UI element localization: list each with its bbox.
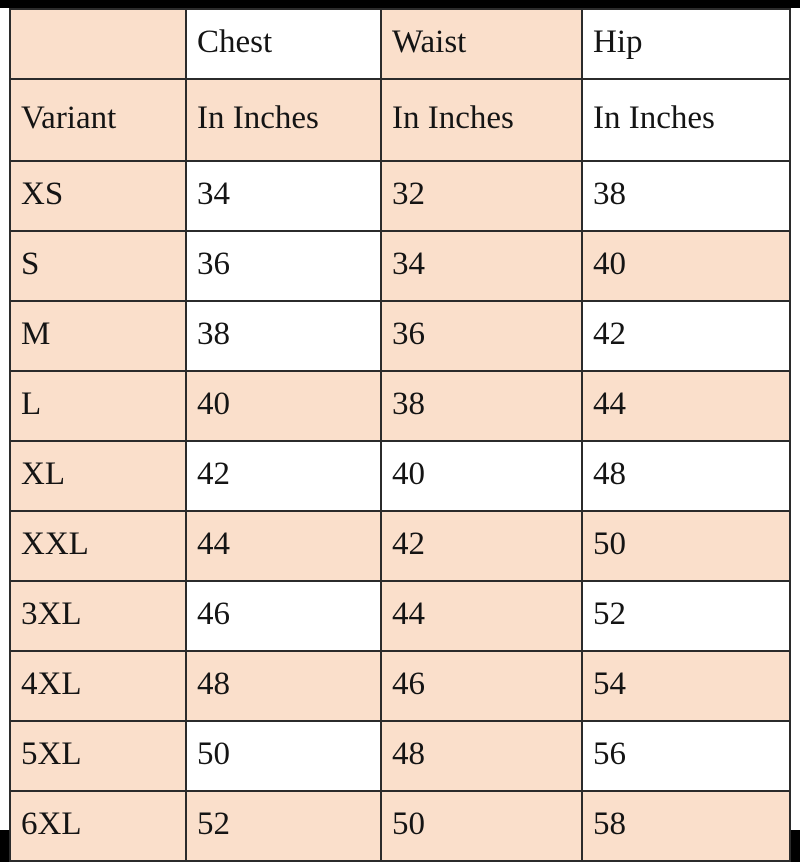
cell-hip: 52 (582, 581, 790, 651)
cell-chest: 50 (186, 721, 381, 791)
cell-chest: 46 (186, 581, 381, 651)
table-row (10, 791, 790, 861)
table-row (10, 231, 790, 301)
cell-chest: 44 (186, 511, 381, 581)
table-row (10, 161, 790, 231)
cell-hip: 44 (582, 371, 790, 441)
table-header-row-measurements (10, 9, 790, 79)
table-row (10, 651, 790, 721)
cell-chest: 40 (186, 371, 381, 441)
header-cell-waist: Waist (381, 9, 582, 79)
cell-waist: 34 (381, 231, 582, 301)
cell-waist: 50 (381, 791, 582, 861)
size-chart-sheet (0, 8, 800, 843)
cell-chest: 38 (186, 301, 381, 371)
cell-hip: 54 (582, 651, 790, 721)
cell-variant: L (10, 371, 186, 441)
cell-hip: 56 (582, 721, 790, 791)
cell-variant: XS (10, 161, 186, 231)
cell-chest: 52 (186, 791, 381, 861)
cell-chest: 34 (186, 161, 381, 231)
cell-variant: S (10, 231, 186, 301)
table-row (10, 301, 790, 371)
cell-waist: 38 (381, 371, 582, 441)
header-cell-waist-units: In Inches (381, 79, 582, 161)
cell-variant: XL (10, 441, 186, 511)
cell-waist: 46 (381, 651, 582, 721)
cell-waist: 48 (381, 721, 582, 791)
cell-variant: 3XL (10, 581, 186, 651)
cell-hip: 40 (582, 231, 790, 301)
cell-waist: 42 (381, 511, 582, 581)
header-cell-chest-units: In Inches (186, 79, 381, 161)
cell-waist: 36 (381, 301, 582, 371)
table-row (10, 371, 790, 441)
cell-chest: 42 (186, 441, 381, 511)
header-cell-chest: Chest (186, 9, 381, 79)
table-header-row-units (10, 79, 790, 161)
cell-hip: 48 (582, 441, 790, 511)
cell-variant: 4XL (10, 651, 186, 721)
cell-variant: 6XL (10, 791, 186, 861)
cell-hip: 42 (582, 301, 790, 371)
header-cell-hip: Hip (582, 9, 790, 79)
cell-hip: 50 (582, 511, 790, 581)
table-row (10, 441, 790, 511)
cell-hip: 58 (582, 791, 790, 861)
table-row (10, 721, 790, 791)
header-cell-hip-units: In Inches (582, 79, 790, 161)
table-row (10, 511, 790, 581)
cell-waist: 44 (381, 581, 582, 651)
cell-chest: 36 (186, 231, 381, 301)
cell-chest: 48 (186, 651, 381, 721)
header-cell-empty (10, 9, 186, 79)
size-chart-table (9, 8, 791, 862)
cell-variant: XXL (10, 511, 186, 581)
cell-variant: M (10, 301, 186, 371)
cell-waist: 32 (381, 161, 582, 231)
cell-waist: 40 (381, 441, 582, 511)
table-row (10, 581, 790, 651)
header-cell-variant: Variant (10, 79, 186, 161)
cell-variant: 5XL (10, 721, 186, 791)
cell-hip: 38 (582, 161, 790, 231)
